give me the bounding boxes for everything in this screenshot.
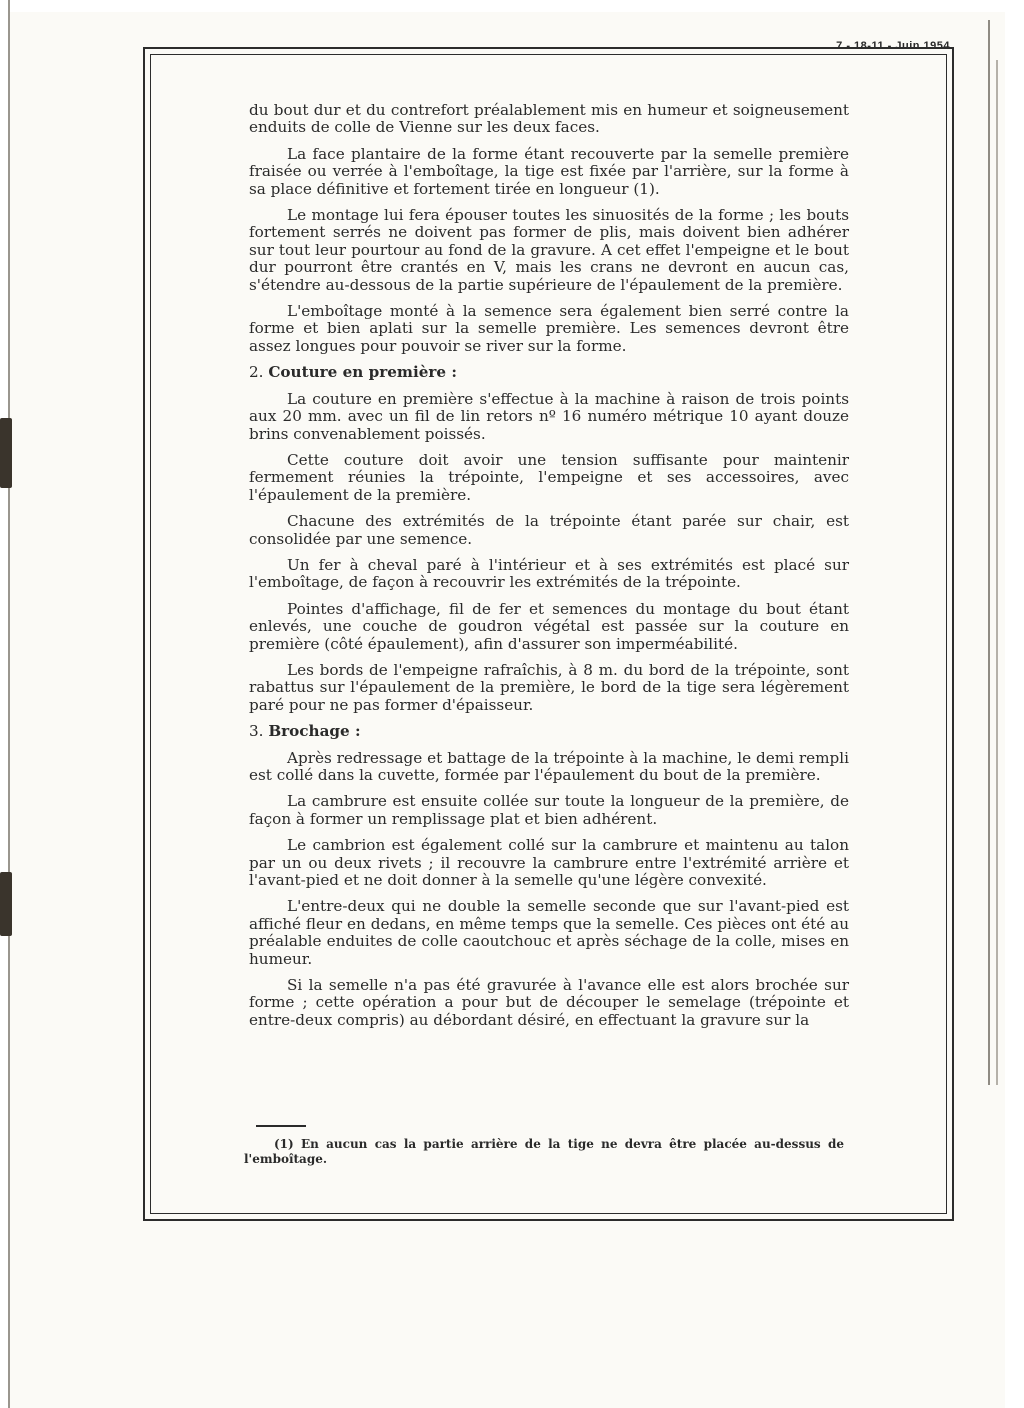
page-edge <box>988 20 990 1085</box>
paragraph: Cette couture doit avoir une tension suffisante pour maintenir fermement réunies la trépointe, l'empeigne et ses accessoires, avec l'épaulement de la première. <box>249 450 849 504</box>
paragraph: L'emboîtage monté à la semence sera également bien serré contre la forme et bien aplati sur la semelle première. Les semences devront être assez longues pour pouvoir se river sur la forme. <box>249 302 849 355</box>
section-title: Brochage : <box>268 722 361 741</box>
section-heading-brochage <box>249 723 849 740</box>
paragraph: Après redressage et battage de la trépointe à la machine, le demi rempli est collé dans la cuvette, formée par l'épaulement du bout de la première. <box>249 748 849 784</box>
footnote: (1) En aucun cas la partie arrière de la tige ne devra être placée au-dessus de l'emboîtage. <box>244 1137 844 1166</box>
section-title: Couture en première : <box>268 363 457 382</box>
paragraph: L'entre-deux qui ne double la semelle seconde que sur l'avant-pied est affiché fleur en dedans, en même temps que la semelle. Ces pièces ont été au préalable enduites de colle caoutchouc et après séchage de la colle, mises en humeur. <box>249 897 849 968</box>
section-heading-couture <box>249 364 849 381</box>
paragraph: Pointes d'affichage, fil de fer et semences du montage du bout étant enlevés, une couche de goudron végétal est passée sur la couture en première (côté épaulement), afin d'assurer son imperméabilité. <box>249 599 849 653</box>
document-reference: 7 - 18-11 - Juin 1954 <box>836 40 950 52</box>
binder-clip-top <box>0 418 12 488</box>
paragraph: Les bords de l'empeigne rafraîchis, à 8 m. du bord de la trépointe, sont rabattus sur l'épaulement de la première, le bord de la tige sera légèrement paré pour ne pas former d'épaisseur. <box>249 660 849 714</box>
paragraph: La couture en première s'effectue à la machine à raison de trois points aux 20 mm. avec un fil de lin retors nº 16 numéro métrique 10 ayant douze brins convenablement poissés. <box>249 389 849 443</box>
paragraph: La face plantaire de la forme étant recouverte par la semelle première fraisée ou verrée à l'emboîtage, la tige est fixée par l'arrière, sur la forme à sa place définitive et fortement tirée en longueur (1). <box>249 144 849 198</box>
footnote-rule <box>256 1125 306 1127</box>
section-number: 3. <box>249 722 264 741</box>
paragraph: du bout dur et du contrefort préalablement mis en humeur et soigneusement enduits de colle de Vienne sur les deux faces. <box>249 101 849 137</box>
page-edge-back <box>996 60 998 1085</box>
paragraph: La cambrure est ensuite collée sur toute la longueur de la première, de façon à former un remplissage plat et bien adhérent. <box>249 792 849 828</box>
paragraph: Chacune des extrémités de la trépointe étant parée sur chair, est consolidée par une semence. <box>249 512 849 548</box>
paragraph: Si la semelle n'a pas été gravurée à l'avance elle est alors brochée sur forme ; cette opération a pour but de découper le semelage (trépointe et entre-deux compris) au débordant désiré, en effectuant la gravure sur la <box>249 976 849 1029</box>
paragraph: Le montage lui fera épouser toutes les sinuosités de la forme ; les bouts fortement serrés ne doivent pas former de plis, mais doivent bien adhérer sur tout leur pourtour au fond de la gravure. A cet effet l'empeigne et le bout dur pourront être crantés en V, mais les crans ne devront en aucun cas, s'étendre au-dessous de la partie supérieure de l'épaulement de la première. <box>249 206 849 294</box>
paragraph: Le cambrion est également collé sur la cambrure et maintenu au talon par un ou deux rivets ; il recouvre la cambrure entre l'extrémité arrière et l'avant-pied et ne doit donner à la semelle qu'une légère convexité. <box>249 836 849 890</box>
paragraph: Un fer à cheval paré à l'intérieur et à ses extrémités est placé sur l'emboîtage, de façon à recouvrir les extrémités de la trépointe. <box>249 555 849 592</box>
section-number: 2. <box>249 363 264 382</box>
body-text <box>249 102 849 1038</box>
binding-edge <box>8 0 10 1408</box>
binder-clip-bottom <box>0 872 12 936</box>
